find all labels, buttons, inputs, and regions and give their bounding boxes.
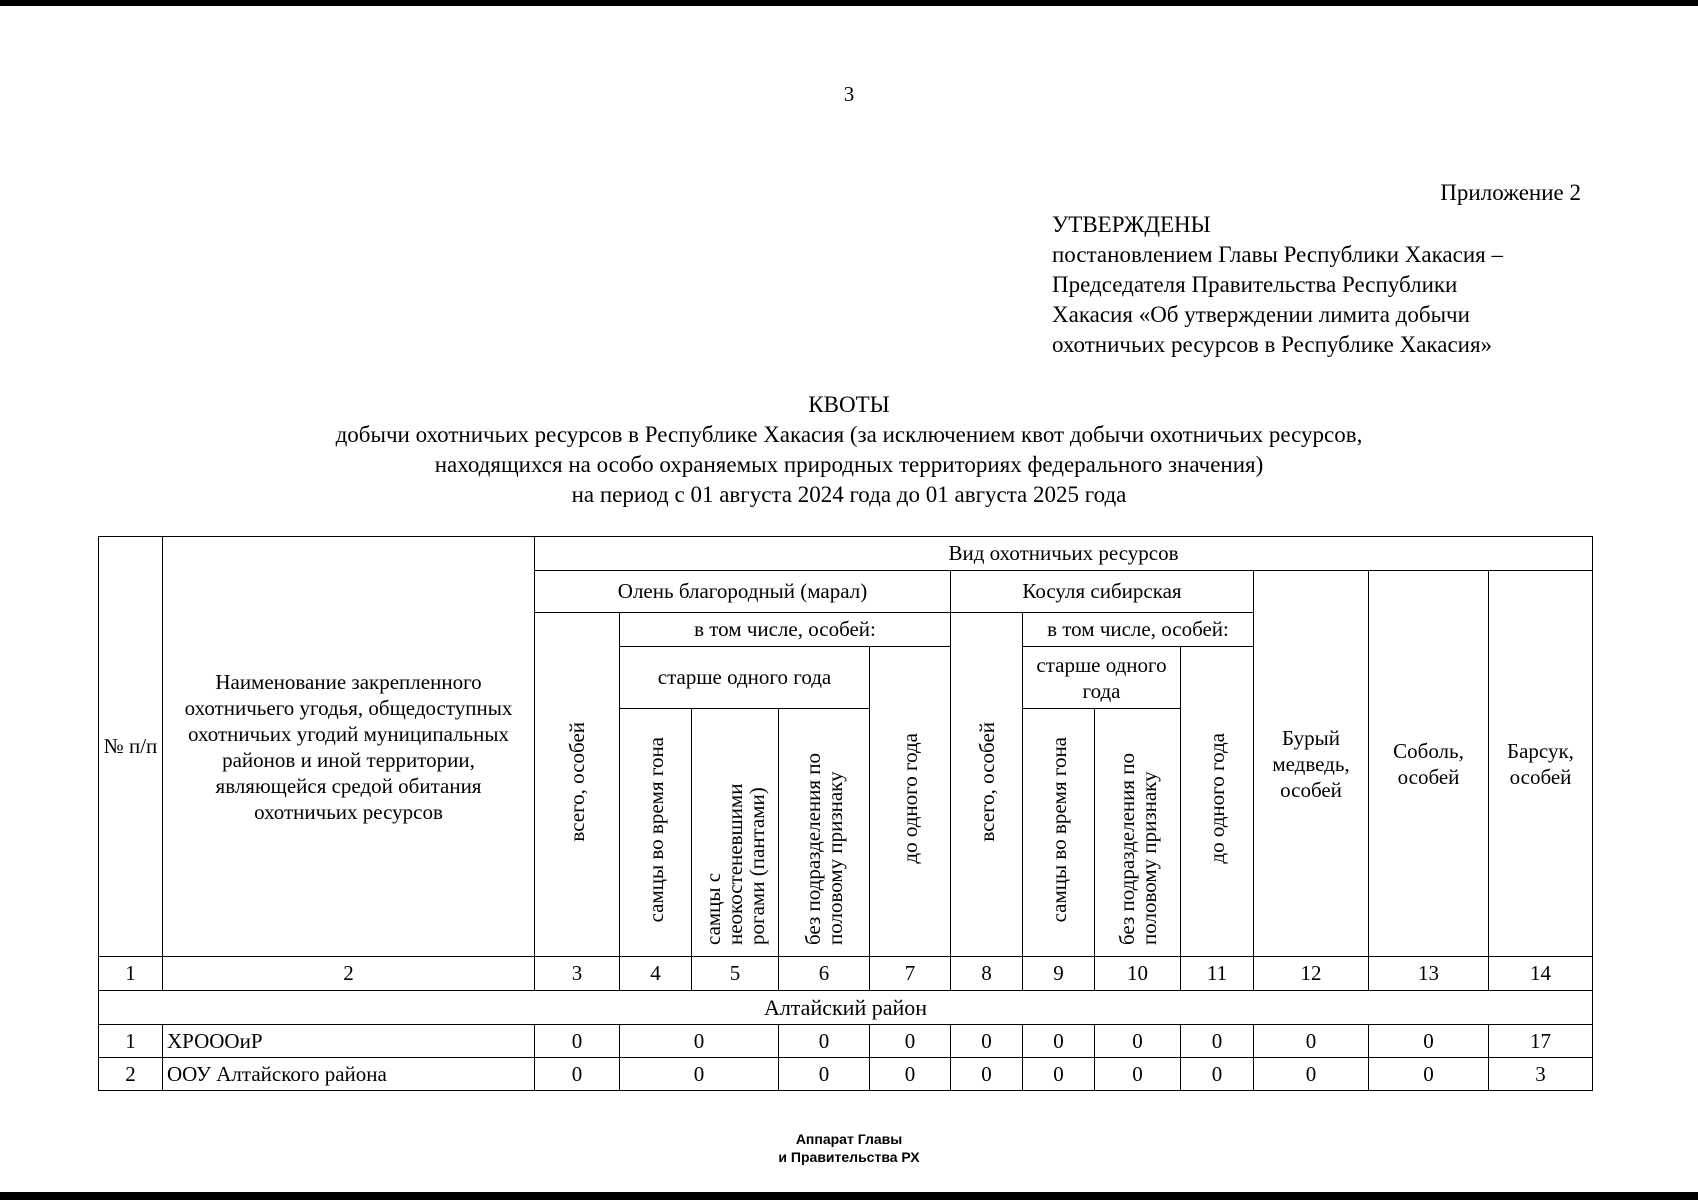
- cell: 0: [1095, 1058, 1181, 1091]
- header-deer-under-one: [870, 647, 951, 957]
- cell: 0: [1254, 1058, 1369, 1091]
- header-roe-nosex: [1095, 709, 1181, 957]
- table-row: [99, 1025, 1593, 1058]
- col-number: 10: [1095, 957, 1181, 991]
- row-num: 2: [99, 1058, 163, 1091]
- footer-stamp-line: и Правительства РХ: [778, 1149, 920, 1165]
- header-deer-including: в том числе, особей:: [620, 613, 951, 647]
- header-roe-total: [951, 613, 1023, 957]
- cell: 0: [620, 1025, 779, 1058]
- header-roe-total-label: всего, особей: [974, 721, 999, 842]
- header-badger: [1489, 571, 1593, 957]
- header-roe-under-one: [1181, 647, 1254, 957]
- row-num: 1: [99, 1025, 163, 1058]
- cell: 0: [1254, 1025, 1369, 1058]
- col-number: 3: [535, 957, 620, 991]
- header-deer-older: старше одного года: [620, 647, 870, 709]
- cell: 0: [1023, 1025, 1095, 1058]
- header-deer-rut-label: самцы во время гона: [643, 736, 668, 923]
- header-roe-nosex-label: без подразделения по половому признаку: [1114, 752, 1161, 945]
- header-badger-label: Барсук, особей: [1507, 738, 1574, 789]
- col-number: 12: [1254, 957, 1369, 991]
- approval-line: охотничьих ресурсов в Республике Хакасия»: [1052, 332, 1493, 357]
- col-number: 7: [870, 957, 951, 991]
- header-bear-label: Бурый медведь, особей: [1272, 725, 1350, 802]
- cell: 0: [870, 1025, 951, 1058]
- col-number: 1: [99, 957, 163, 991]
- header-roe-older-label: старше одного года: [1036, 652, 1167, 703]
- cell: 17: [1489, 1025, 1593, 1058]
- cell: 0: [779, 1025, 870, 1058]
- title-main: КВОТЫ: [808, 392, 890, 417]
- page-top-edge: [0, 0, 1698, 6]
- header-num: № п/п: [99, 537, 163, 957]
- header-roe-older: [1023, 647, 1181, 709]
- header-roe-rut-label: самцы во время гона: [1046, 736, 1071, 923]
- header-deer-under-one-label: до одного года: [898, 733, 922, 864]
- cell: 0: [1095, 1025, 1181, 1058]
- col-number: 5: [692, 957, 779, 991]
- document-title: [0, 390, 1698, 510]
- district-name: Алтайский район: [99, 991, 1593, 1025]
- col-number: 11: [1181, 957, 1254, 991]
- footer-stamp-line: Аппарат Главы: [795, 1131, 903, 1147]
- row-name: ООУ Алтайского района: [163, 1058, 535, 1091]
- cell: 0: [779, 1058, 870, 1091]
- district-row: [99, 991, 1593, 1025]
- header-roe-rut: [1023, 709, 1095, 957]
- page-bottom-edge: [0, 1192, 1698, 1200]
- header-deer-rut: [620, 709, 692, 957]
- approval-line: Председателя Правительства Республики: [1052, 272, 1458, 297]
- approval-line: постановлением Главы Республики Хакасия –: [1052, 242, 1503, 267]
- header-deer-nosex: [779, 709, 870, 957]
- header-sable-label: Соболь, особей: [1393, 738, 1464, 789]
- cell: 3: [1489, 1058, 1593, 1091]
- footer-stamp: [0, 1130, 1698, 1166]
- cell: 0: [1023, 1058, 1095, 1091]
- title-line: находящихся на особо охраняемых природных территориях федерального значения): [434, 452, 1264, 477]
- header-deer-nosex-label: без подразделения по половому признаку: [801, 752, 847, 945]
- header-name: Наименование закрепленного охотничьего угодья, общедоступных охотничьих угодий муниципальных районов и иной территории, являющейся средой обитания охотничьих ресурсов: [163, 537, 535, 957]
- col-number: 9: [1023, 957, 1095, 991]
- header-roe-under-one-label: до одного года: [1205, 733, 1229, 864]
- quota-table: [98, 536, 1593, 1091]
- page-number: 3: [843, 82, 855, 106]
- cell: 0: [620, 1058, 779, 1091]
- col-number: 8: [951, 957, 1023, 991]
- title-line: добычи охотничьих ресурсов в Республике Хакасия (за исключением квот добычи охотничьих ресурсов,: [335, 422, 1363, 447]
- cell: 0: [1181, 1025, 1254, 1058]
- cell: 0: [951, 1025, 1023, 1058]
- col-number: 2: [163, 957, 535, 991]
- header-roe: Косуля сибирская: [951, 571, 1254, 613]
- cell: 0: [951, 1058, 1023, 1091]
- cell: 0: [1369, 1058, 1489, 1091]
- appendix-label: Приложение 2: [1440, 180, 1581, 205]
- header-deer-total-label: всего, особей: [565, 721, 589, 842]
- cell: 0: [1369, 1025, 1489, 1058]
- header-deer-antler: [692, 709, 779, 957]
- header-deer-antler-label: самцы с неокостеневшими рогами (пантами): [701, 783, 769, 945]
- col-number: 14: [1489, 957, 1593, 991]
- cell: 0: [535, 1025, 620, 1058]
- approval-block: [1052, 210, 1503, 360]
- cell: 0: [535, 1058, 620, 1091]
- cell: 0: [1181, 1058, 1254, 1091]
- column-number-row: [99, 957, 1593, 991]
- col-number: 4: [620, 957, 692, 991]
- header-sable: [1369, 571, 1489, 957]
- header-bear: [1254, 571, 1369, 957]
- table-row: [99, 1058, 1593, 1091]
- header-deer: Олень благородный (марал): [535, 571, 951, 613]
- approval-line: Хакасия «Об утверждении лимита добычи: [1052, 302, 1470, 327]
- header-roe-including: в том числе, особей:: [1023, 613, 1254, 647]
- header-deer-total: [535, 613, 620, 957]
- col-number: 13: [1369, 957, 1489, 991]
- row-name: ХРОООиР: [163, 1025, 535, 1058]
- approval-heading: УТВЕРЖДЕНЫ: [1052, 212, 1211, 237]
- cell: 0: [870, 1058, 951, 1091]
- col-number: 6: [779, 957, 870, 991]
- header-resources: Вид охотничьих ресурсов: [535, 537, 1593, 571]
- title-line: на период с 01 августа 2024 года до 01 августа 2025 года: [571, 482, 1127, 507]
